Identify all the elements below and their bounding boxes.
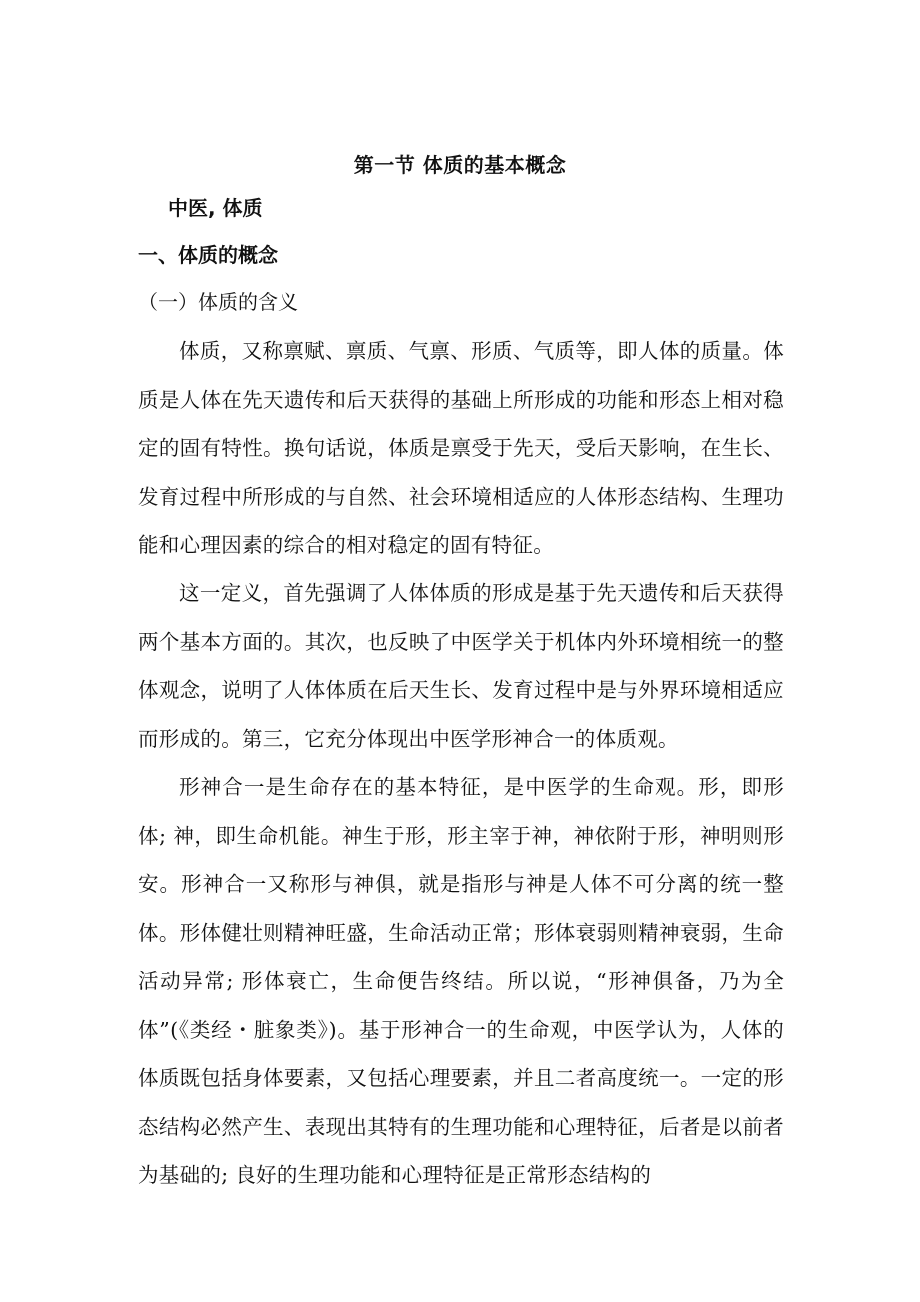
- paragraph-text: 体质，又称禀赋、禀质、气禀、形质、气质等，即人体的质量。体质是人体在先天遗传和后天获得的基础上所形成的功能和形态上相对稳定的固有特性。换句话说，体质是禀受于先天，受后天影响，在生长、发育过程中所形成的与自然、社会环境相适应的人体形态结构、生理功能和心理因素的综合的相对稳定的固有特征。: [138, 339, 784, 557]
- keywords-line: 中医, 体质: [168, 196, 263, 220]
- body-paragraph-2: [138, 569, 784, 763]
- subsection-heading: （一）体质的含义: [138, 290, 298, 314]
- section-title: 第一节 体质的基本概念: [353, 153, 567, 177]
- body-paragraph-3: [138, 763, 784, 1200]
- paragraph-text: 形神合一是生命存在的基本特征，是中医学的生命观。形，即形体; 神，即生命机能。神生于形，形主宰于神，神依附于形，神明则形安。形神合一又称形与神俱，就是指形与神是人体不可分离的统一整体。形体健壮则精神旺盛，生命活动正常；形体衰弱则精神衰弱，生命活动异常; 形体衰亡，生命便告终结。所以说，“形神俱备，乃为全体”(《类经・脏象类》)。基于形神合一的生命观，中医学认为，人体的体质既包括身体要素，又包括心理要素，并且二者高度统一。一定的形态结构必然产生、表现出其特有的生理功能和心理特征，后者是以前者为基础的; 良好的生理功能和心理特征是正常形态结构的: [138, 775, 784, 1187]
- body-paragraph-1: [138, 327, 784, 570]
- section-heading: 一、体质的概念: [138, 243, 278, 267]
- paragraph-text: 这一定义，首先强调了人体体质的形成是基于先天遗传和后天获得两个基本方面的。其次，也反映了中医学关于机体内外环境相统一的整体观念，说明了人体体质在后天生长、发育过程中是与外界环境相适应而形成的。第三，它充分体现出中医学形神合一的体质观。: [138, 581, 784, 751]
